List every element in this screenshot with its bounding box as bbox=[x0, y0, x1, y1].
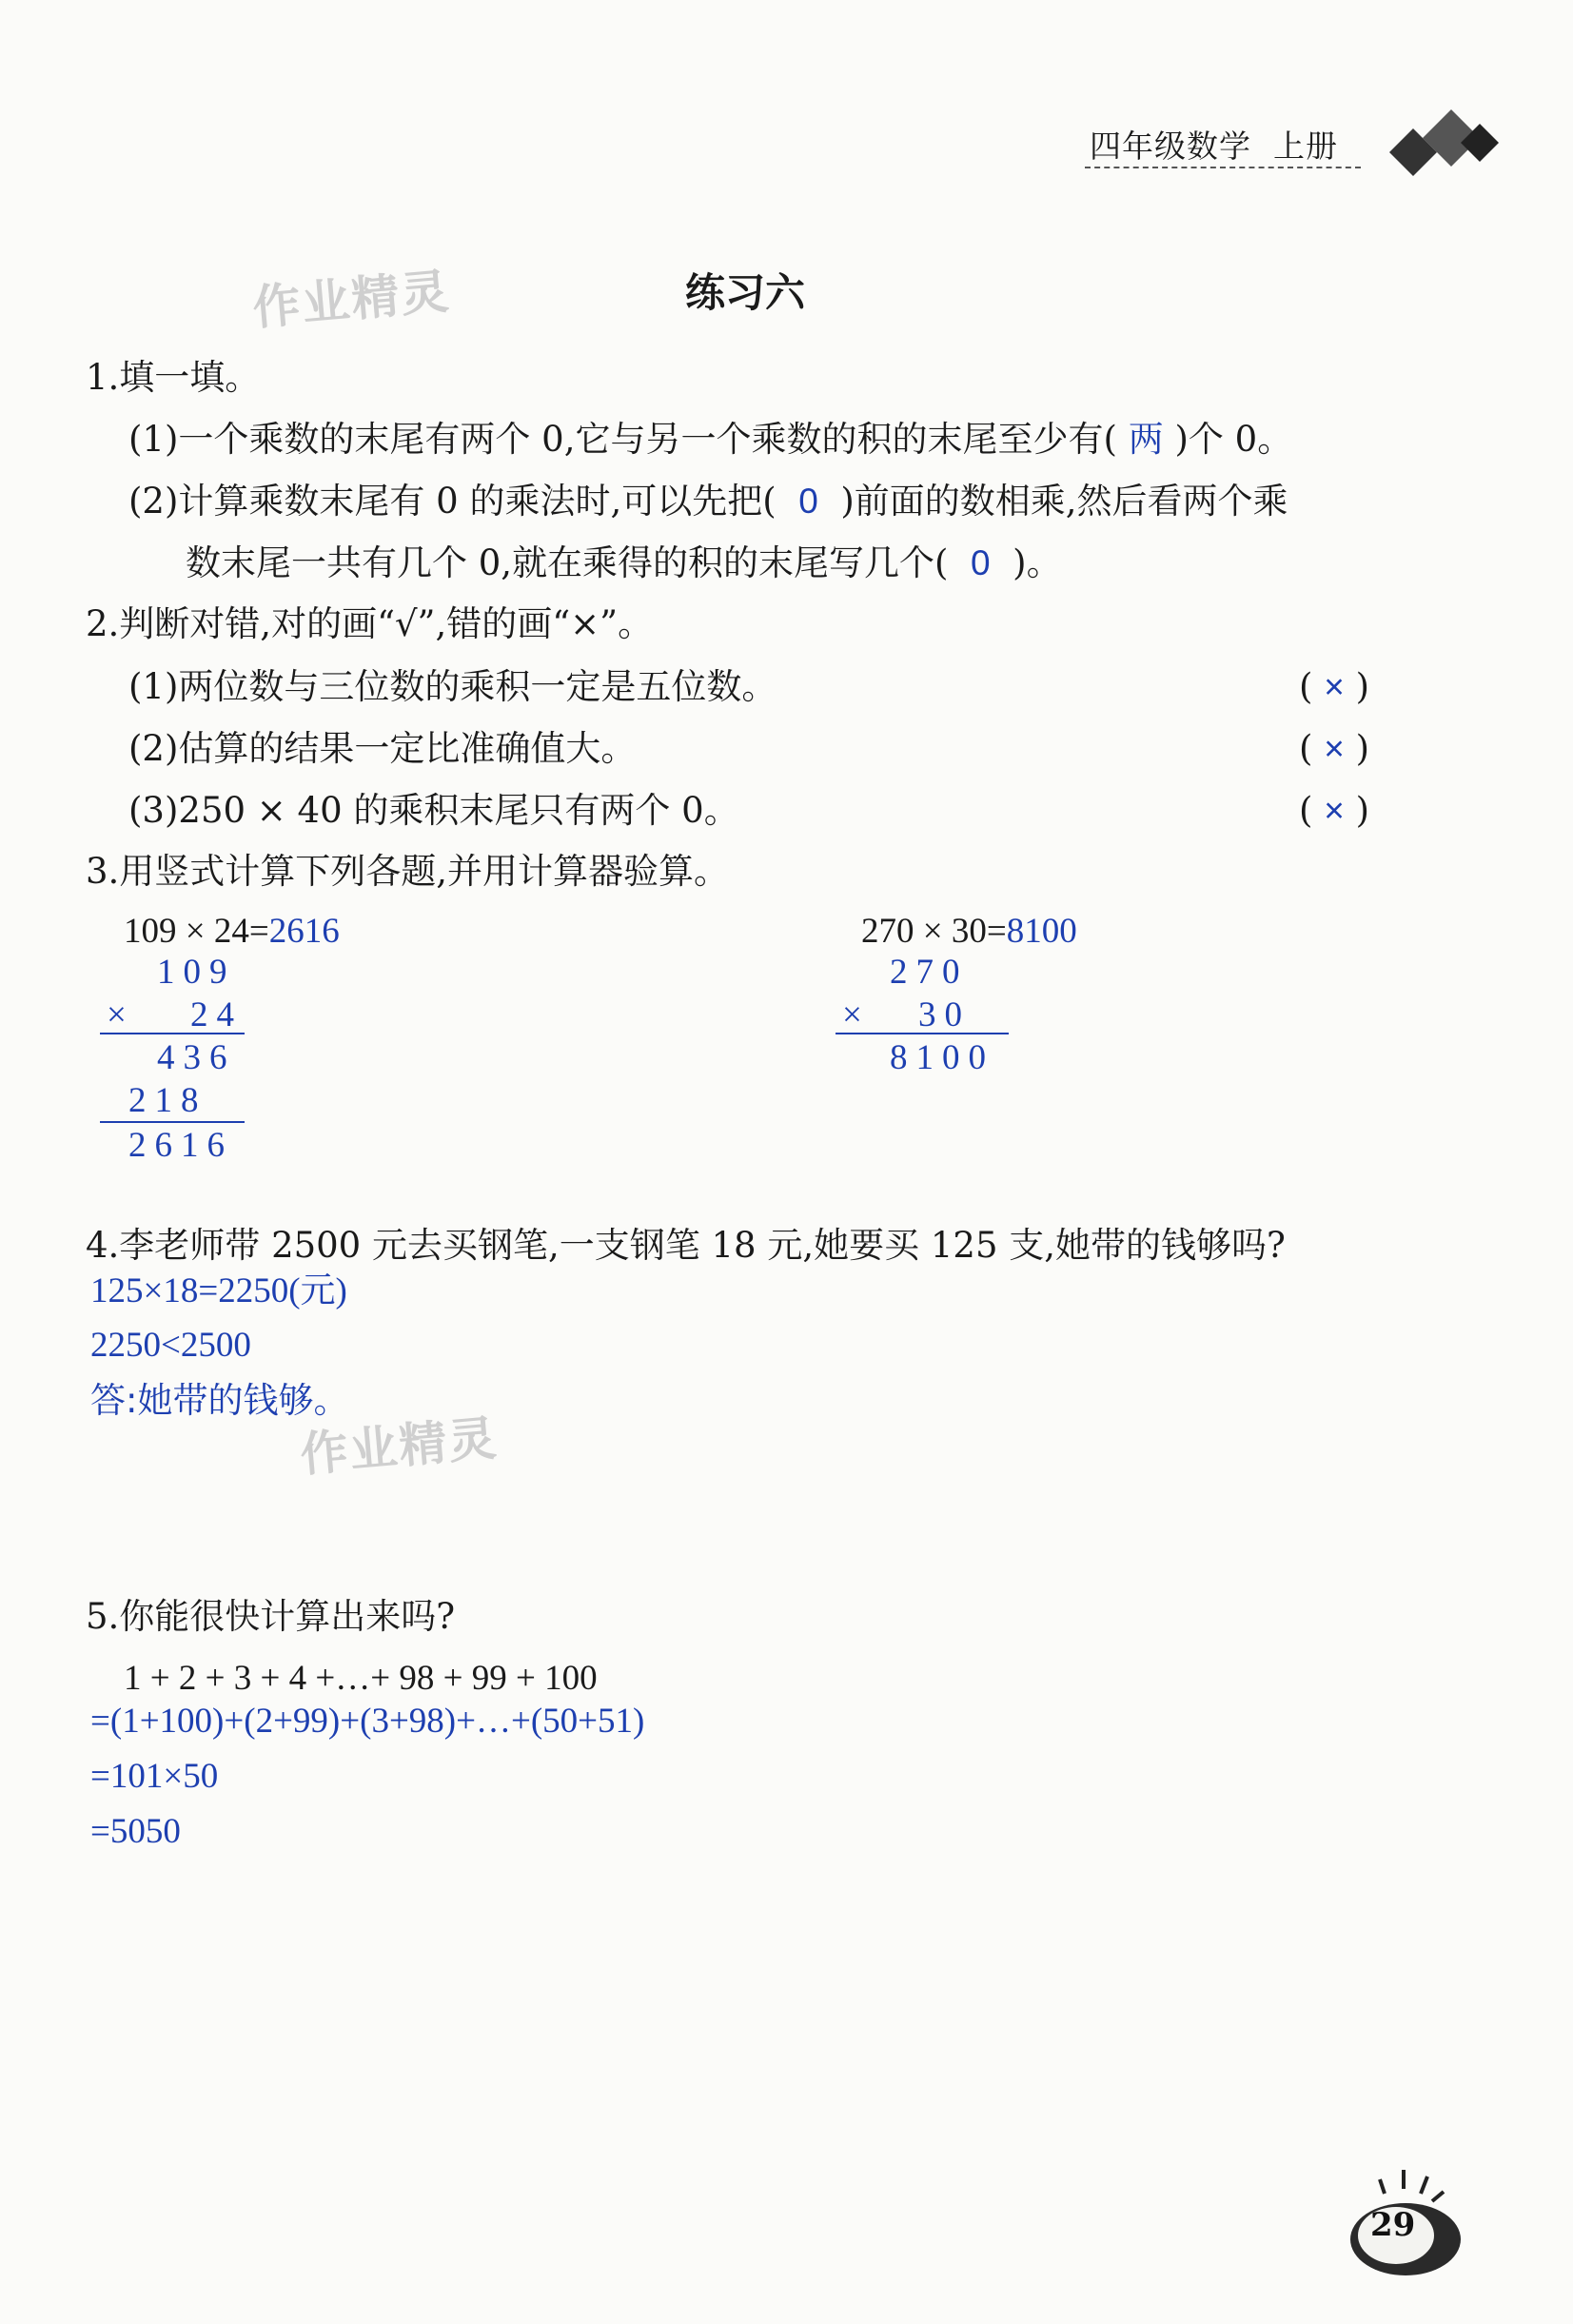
q3-right-row1: 270 bbox=[890, 953, 969, 992]
q2-item-3-answer: × bbox=[1324, 791, 1345, 830]
q3-left-row1: 109 bbox=[157, 953, 236, 992]
q2-item-2-answer: × bbox=[1324, 729, 1345, 768]
header-book-title: 四年级数学 上册 bbox=[1090, 128, 1338, 165]
q5-expression: 1 + 2 + 3 + 4 +…+ 98 + 99 + 100 bbox=[124, 1659, 598, 1698]
q2-heading: 2.判断对错,对的画“√”,错的画“×”。 bbox=[86, 603, 654, 644]
q3-right-times-sign: × bbox=[842, 995, 871, 1034]
q3-right-rule-1 bbox=[836, 1033, 1009, 1034]
q1-item2-answer2: 0 bbox=[971, 543, 991, 582]
q4-answer-line-2: 2250<2500 bbox=[90, 1326, 251, 1365]
q1-item2-line2: 数末尾一共有几个 0,就在乘得的积的末尾写几个( 0 )。 bbox=[186, 542, 1062, 583]
q3-heading: 3.用竖式计算下列各题,并用计算器验算。 bbox=[86, 851, 730, 892]
q2-item-2: (2)估算的结果一定比准确值大。 bbox=[128, 728, 637, 769]
q3-right-result: 8100 bbox=[1006, 912, 1077, 951]
q5-answer-line-1: =(1+100)+(2+99)+(3+98)+…+(50+51) bbox=[90, 1702, 645, 1741]
q2-item-3: (3)250 × 40 的乘积末尾只有两个 0。 bbox=[128, 790, 739, 831]
q3-left-row4: 218 bbox=[128, 1081, 207, 1120]
q3-right-row2: 30 bbox=[918, 995, 971, 1034]
q3-left-rule-1 bbox=[100, 1033, 245, 1034]
q2-item-1-paren: ( × ) bbox=[1299, 666, 1370, 707]
watermark: 作业精灵 bbox=[250, 264, 453, 336]
q3-left-row3: 436 bbox=[157, 1038, 236, 1077]
diamond-decoration-icon bbox=[1370, 100, 1504, 186]
q3-left-times-sign: × bbox=[107, 995, 135, 1034]
page-number: 29 bbox=[1370, 2206, 1416, 2244]
q2-item-1-answer: × bbox=[1324, 667, 1345, 706]
q1-item1-answer: 两 bbox=[1128, 420, 1164, 459]
q2-item-1: (1)两位数与三位数的乘积一定是五位数。 bbox=[128, 666, 777, 707]
q5-answer-line-2: =101×50 bbox=[90, 1757, 219, 1796]
q3-left-rule-2 bbox=[100, 1121, 245, 1123]
q4-heading: 4.李老师带 2500 元去买钢笔,一支钢笔 18 元,她要买 125 支,她带的钱够吗? bbox=[86, 1225, 1286, 1266]
q3-left-result: 2616 bbox=[268, 912, 340, 951]
q3-right-row3: 8100 bbox=[890, 1038, 994, 1077]
q5-heading: 5.你能很快计算出来吗? bbox=[86, 1596, 456, 1637]
q5-answer-line-3: =5050 bbox=[90, 1812, 181, 1851]
q2-item-2-paren: ( × ) bbox=[1299, 728, 1370, 769]
q3-left-expression: 109 × 24=2616 bbox=[124, 912, 340, 951]
q1-item1: (1)一个乘数的末尾有两个 0,它与另一个乘数的积的末尾至少有( 两 )个 0。 bbox=[128, 419, 1293, 460]
q1-item2-line1: (2)计算乘数末尾有 0 的乘法时,可以先把( 0 )前面的数相乘,然后看两个乘 bbox=[128, 481, 1288, 522]
q3-right-expression: 270 × 30=8100 bbox=[861, 912, 1077, 951]
q2-item-3-paren: ( × ) bbox=[1299, 790, 1370, 831]
page-title: 练习六 bbox=[685, 269, 806, 316]
q3-left-row5: 2616 bbox=[128, 1126, 233, 1165]
q4-answer-line-1: 125×18=2250(元) bbox=[90, 1271, 347, 1310]
q1-item2-answer1: 0 bbox=[798, 482, 818, 521]
watermark: 作业精灵 bbox=[298, 1410, 501, 1483]
header-rule bbox=[1085, 167, 1361, 168]
q4-answer-line-3: 答:她带的钱够。 bbox=[90, 1380, 349, 1421]
q1-heading: 1.填一填。 bbox=[86, 357, 261, 398]
q3-left-row2: 24 bbox=[190, 995, 243, 1034]
